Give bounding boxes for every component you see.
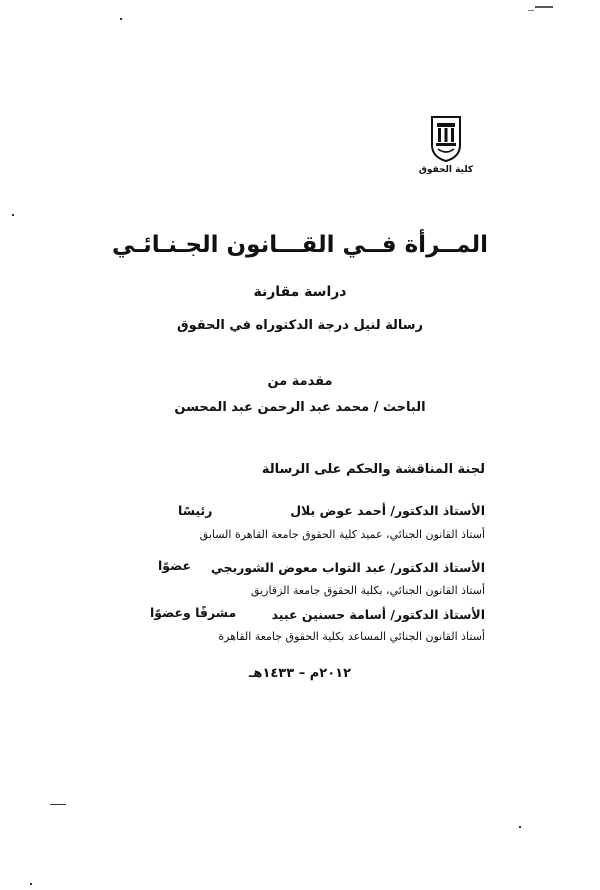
thesis-date: ٢٠١٢م – ١٤٣٣هـ [248,666,352,681]
university-logo [418,115,474,190]
committee-member-name: الأستاذ الدكتور/ أحمد عوض بلال [290,503,485,518]
committee-member-role: رئيسًا [178,503,213,518]
scan-mark [30,883,32,885]
committee-member-role: مشرفًا وعضوًا [150,605,237,620]
scan-mark [535,6,553,8]
thesis-subtitle: دراسة مقارنة [253,284,347,300]
committee-member-role: عضوًا [158,558,191,573]
scan-mark [519,826,521,828]
committee-member-title: أستاذ القانون الجنائي، بكلية الحقوق جامعة الزقازيق [250,584,485,597]
university-emblem-icon [428,115,464,163]
committee-member-name: الأستاذ الدكتور/ عبد التواب معوض الشوربجي [210,560,485,575]
scan-mark [50,804,66,805]
presented-by-label: مقدمة من [267,374,333,389]
committee-heading: لجنة المناقشة والحكم على الرسالة [261,462,485,477]
thesis-purpose: رسالة لنيل درجة الدكتوراه في الحقوق [176,318,424,333]
committee-member-name: الأستاذ الدكتور/ أسامة حسنين عبيد [271,607,485,622]
scan-mark [12,214,14,216]
thesis-title: المــرأة فــي القـــانون الجـنـائـي [111,232,489,258]
researcher-name: الباحث / محمد عبد الرحمن عبد المحسن [174,400,426,415]
scan-mark [528,10,534,11]
committee-member-title: أستاذ القانون الجنائي المساعد بكلية الحقوق جامعة القاهرة [218,630,485,643]
faculty-label: كلية الحقوق [418,165,474,175]
scan-mark [120,18,122,20]
committee-member-title: أستاذ القانون الجنائي، عميد كلية الحقوق جامعة القاهرة السابق [199,528,485,541]
